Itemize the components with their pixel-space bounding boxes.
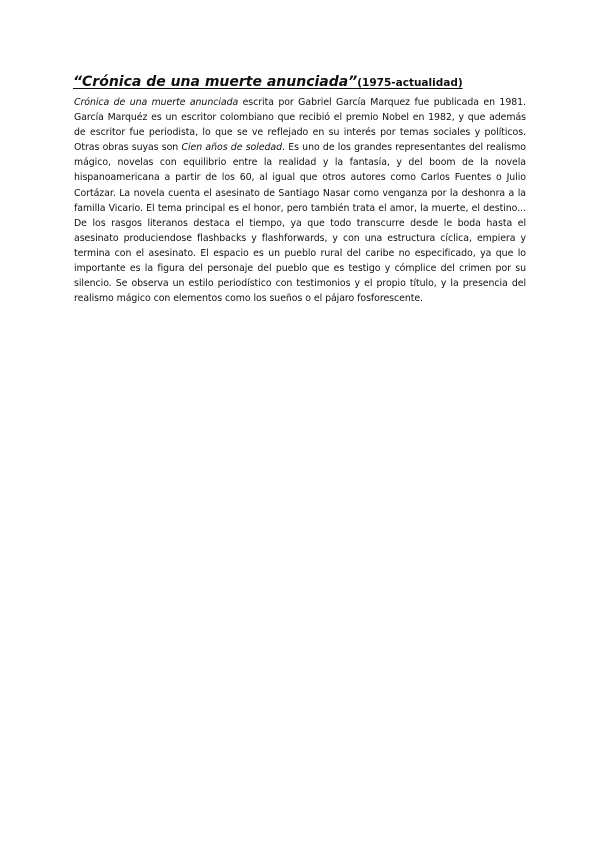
body-paragraph [74, 95, 526, 306]
other-work-title: Cien años de soledad [181, 142, 282, 154]
paragraph-text-2: . Es uno de los grandes representantes del realismo mágico, novelas con equilibrio entre la realidad y la fantasía, y del boom de la novela hispanoamericana a partir de los 60, al igual que otros autores como Carlos Fuentes o Julio Cortázar. La novela cuenta el asesinato de Santiago Nasar como venganza por la deshonra a la familla Vicario. El tema principal es el honor, pero también trata el amor, la muerte, el destino... De los rasgos literanos destaca el tiempo, ya que todo transcurre desde le boda hasta el asesinato produciendose flashbacks y flashforwards, y con una estructura cíclica, empiera y termina con el asesinato. El espacio es un pueblo rural del caribe no especificado, ya que lo importante es la figura del personaje del pueblo que es testigo y cómplice del crimen por su silencio. Se observa un estilo periodístico con testimonios y el propio título, y la presencia del realismo mágico con elementos como los sueños o el pájaro fosforescente. [74, 142, 526, 305]
book-title: Crónica de una muerte anunciada [74, 97, 239, 108]
heading-dates: (1975-actualidad) [357, 77, 463, 89]
paragraph-text-1: escrita por Gabriel García Marquez fue publicada en 1981. García Marquéz es un escritor colombiano que recibió el premio Nobel en 1982, y que además de escritor fue periodista, lo que se ve reflejado en su interés por temas sociales y políticos. Otras obras suyas son [74, 97, 526, 154]
heading-title: “Crónica de una muerte anunciada” [73, 74, 358, 90]
document-heading [73, 72, 533, 92]
